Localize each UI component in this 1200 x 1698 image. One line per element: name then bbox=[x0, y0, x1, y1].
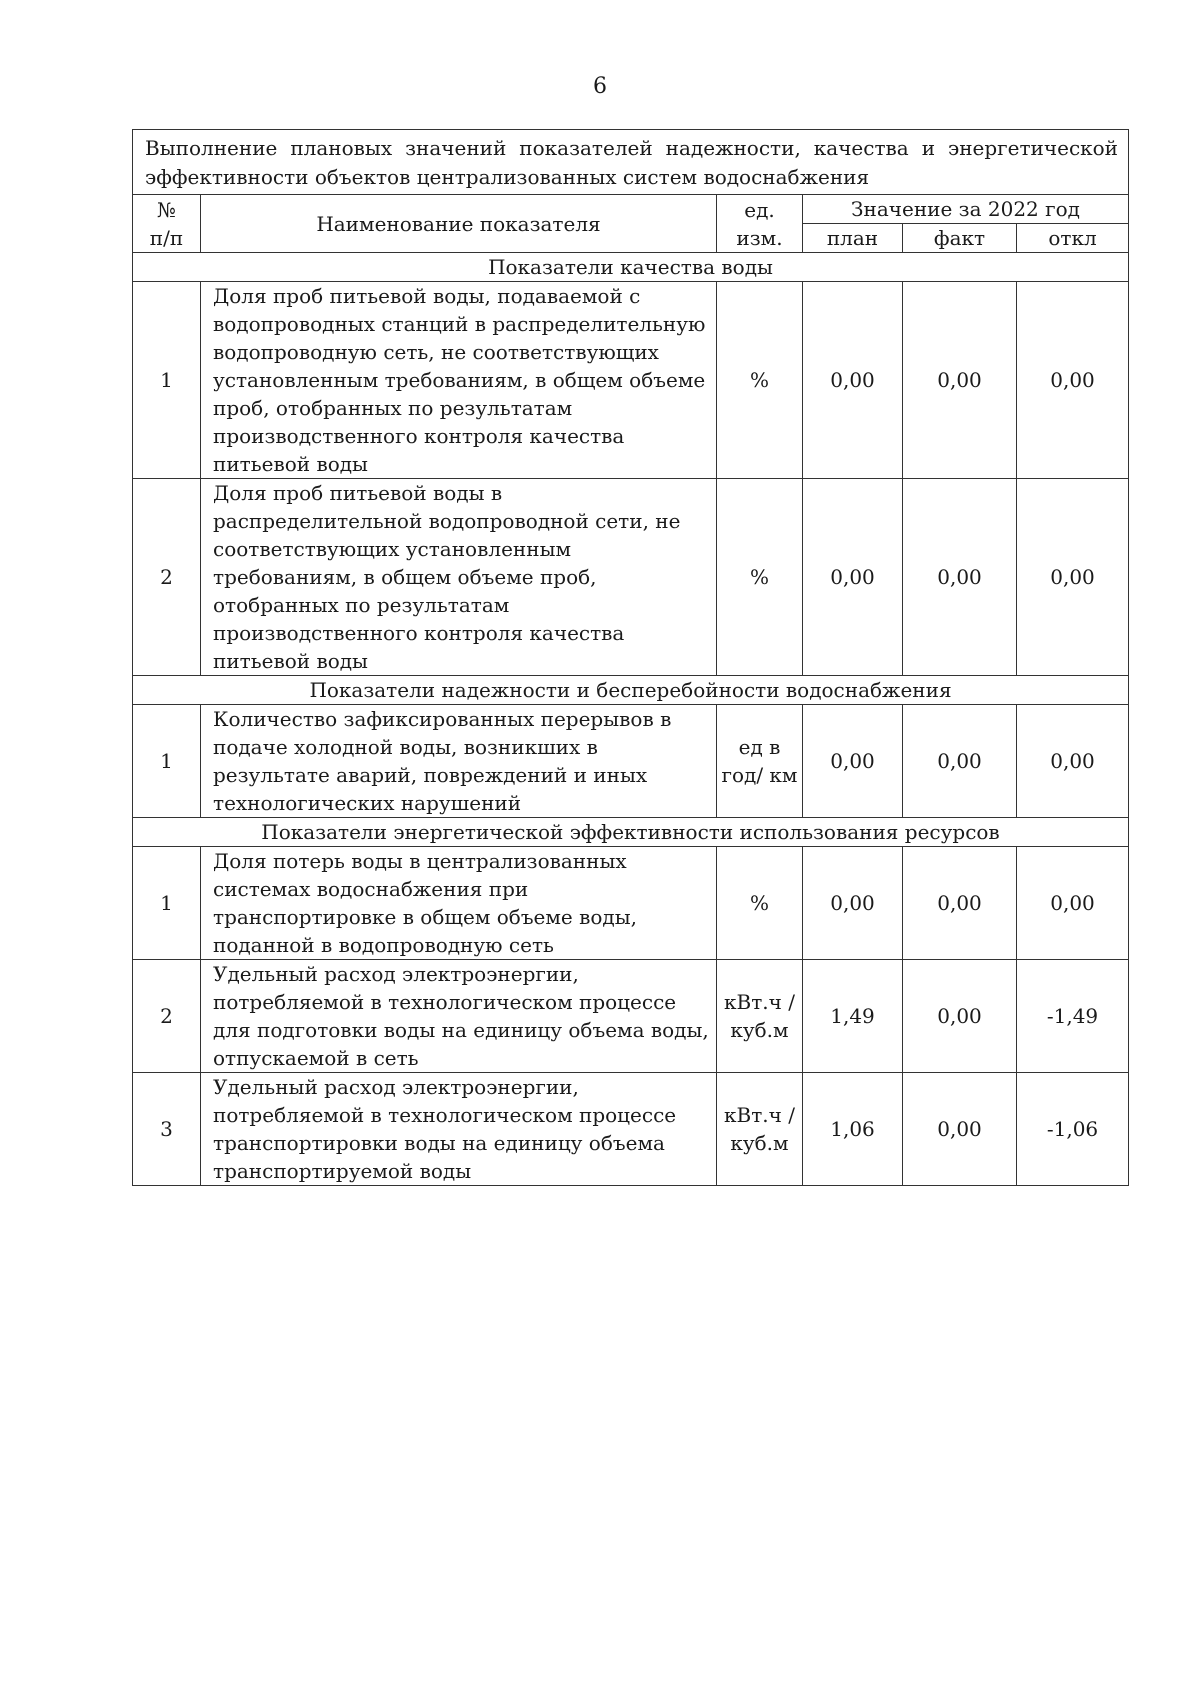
row-unit: % bbox=[717, 479, 803, 676]
row-fact: 0,00 bbox=[903, 705, 1017, 818]
row-name: Удельный расход электроэнергии, потребляемой в технологическом процессе для подготовки воды на единицу объема воды, отпускаемой в сеть bbox=[201, 960, 717, 1073]
header-value-group: Значение за 2022 год bbox=[803, 195, 1129, 224]
section-title: Показатели качества воды bbox=[133, 253, 1129, 282]
row-deviation: 0,00 bbox=[1017, 705, 1129, 818]
row-deviation: 0,00 bbox=[1017, 282, 1129, 479]
row-plan: 0,00 bbox=[803, 705, 903, 818]
row-deviation: 0,00 bbox=[1017, 479, 1129, 676]
row-plan: 1,49 bbox=[803, 960, 903, 1073]
header-number-line2: п/п bbox=[149, 225, 184, 250]
table-title: Выполнение плановых значений показателей надежности, качества и энергетической эффективности объектов централизованных систем водоснабжения bbox=[133, 130, 1129, 195]
row-number: 1 bbox=[133, 847, 201, 960]
table-row bbox=[133, 960, 1129, 1073]
header-row-1 bbox=[133, 195, 1129, 224]
row-unit: кВт.ч / куб.м bbox=[717, 1073, 803, 1186]
row-fact: 0,00 bbox=[903, 960, 1017, 1073]
row-number: 1 bbox=[133, 282, 201, 479]
row-name: Количество зафиксированных перерывов в подаче холодной воды, возникших в результате аварий, повреждений и иных технологических нарушений bbox=[201, 705, 717, 818]
table-title-row bbox=[133, 130, 1129, 195]
row-number: 2 bbox=[133, 479, 201, 676]
row-unit: ед в год/ км bbox=[717, 705, 803, 818]
row-unit: кВт.ч / куб.м bbox=[717, 960, 803, 1073]
row-fact: 0,00 bbox=[903, 479, 1017, 676]
header-plan: план bbox=[803, 224, 903, 253]
row-name: Удельный расход электроэнергии, потребляемой в технологическом процессе транспортировки воды на единицу объема транспортируемой воды bbox=[201, 1073, 717, 1186]
row-name: Доля проб питьевой воды, подаваемой с водопроводных станций в распределительную водопроводную сеть, не соответствующих установленным требованиям, в общем объеме проб, отобранных по результатам производственного контроля качества питьевой воды bbox=[201, 282, 717, 479]
header-number bbox=[133, 195, 201, 253]
section-row bbox=[133, 676, 1129, 705]
row-fact: 0,00 bbox=[903, 1073, 1017, 1186]
indicators-table bbox=[132, 129, 1129, 1186]
header-unit-line1: ед. bbox=[744, 197, 775, 222]
header-fact: факт bbox=[903, 224, 1017, 253]
row-deviation: -1,49 bbox=[1017, 960, 1129, 1073]
row-number: 1 bbox=[133, 705, 201, 818]
page-number: 6 bbox=[593, 74, 607, 99]
header-deviation: откл bbox=[1017, 224, 1129, 253]
row-number: 3 bbox=[133, 1073, 201, 1186]
row-plan: 0,00 bbox=[803, 847, 903, 960]
section-title: Показатели надежности и бесперебойности водоснабжения bbox=[133, 676, 1129, 705]
section-row bbox=[133, 253, 1129, 282]
header-name: Наименование показателя bbox=[201, 195, 717, 253]
section-row bbox=[133, 818, 1129, 847]
table-row bbox=[133, 1073, 1129, 1186]
row-name: Доля потерь воды в централизованных системах водоснабжения при транспортировке в общем объеме воды, поданной в водопроводную сеть bbox=[201, 847, 717, 960]
section-title: Показатели энергетической эффективности использования ресурсов bbox=[133, 818, 1129, 847]
header-unit-line2: изм. bbox=[736, 225, 783, 250]
table-row bbox=[133, 705, 1129, 818]
header-number-line1: № bbox=[157, 197, 176, 222]
row-number: 2 bbox=[133, 960, 201, 1073]
table-row bbox=[133, 847, 1129, 960]
row-plan: 0,00 bbox=[803, 282, 903, 479]
row-plan: 0,00 bbox=[803, 479, 903, 676]
row-fact: 0,00 bbox=[903, 847, 1017, 960]
row-unit: % bbox=[717, 282, 803, 479]
row-plan: 1,06 bbox=[803, 1073, 903, 1186]
table-row bbox=[133, 479, 1129, 676]
table-row bbox=[133, 282, 1129, 479]
row-deviation: -1,06 bbox=[1017, 1073, 1129, 1186]
header-unit bbox=[717, 195, 803, 253]
row-name: Доля проб питьевой воды в распределительной водопроводной сети, не соответствующих установленным требованиям, в общем объеме проб, отобранных по результатам производственного контроля качества питьевой воды bbox=[201, 479, 717, 676]
row-unit: % bbox=[717, 847, 803, 960]
row-deviation: 0,00 bbox=[1017, 847, 1129, 960]
row-fact: 0,00 bbox=[903, 282, 1017, 479]
